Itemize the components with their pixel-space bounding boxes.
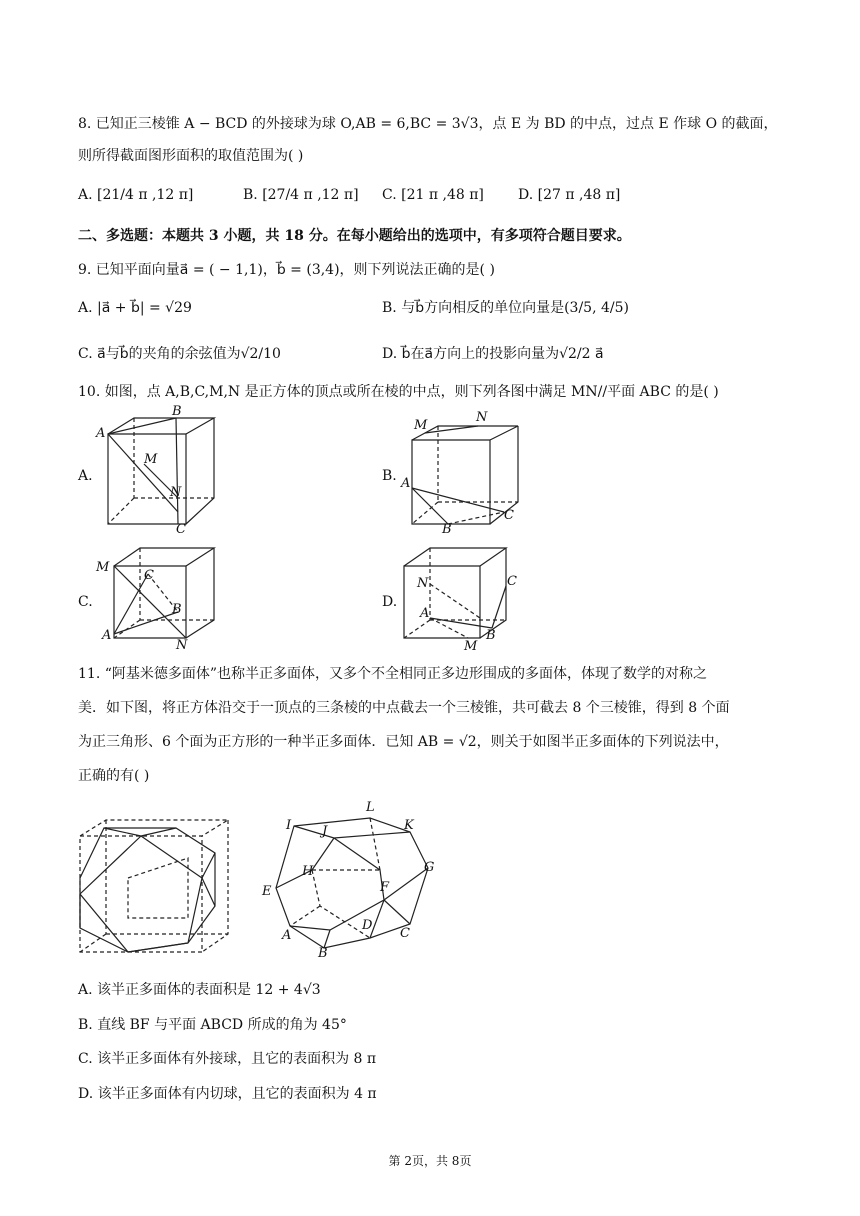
label-i: I bbox=[286, 818, 292, 833]
label-b: B bbox=[172, 602, 182, 617]
q10-figure-a bbox=[96, 404, 226, 540]
label-c: C bbox=[144, 568, 154, 583]
page-footer: 第 2页，共 8页 bbox=[388, 1154, 472, 1168]
label-b: B bbox=[442, 522, 452, 537]
q11-figure-cube-cut bbox=[78, 818, 232, 956]
label-a: A bbox=[102, 628, 112, 643]
label-k: K bbox=[404, 818, 414, 833]
section-2-heading: 二、多选题：本题共 3 小题，共 18 分。在每小题给出的选项中，有多项符合题目要求。 bbox=[78, 228, 631, 244]
label-d: D bbox=[362, 918, 373, 933]
q8-option-a: A. [21/4 π ,12 π] bbox=[78, 187, 194, 203]
label-f: F bbox=[380, 880, 390, 895]
label-b: B bbox=[318, 946, 328, 961]
q9-option-c: C. a⃗与b⃗的夹角的余弦值为√2/10 bbox=[78, 346, 281, 362]
q11-option-d: D. 该半正多面体有内切球，且它的表面积为 4 π bbox=[78, 1086, 377, 1102]
q11-line4: 正确的有( ) bbox=[78, 768, 150, 784]
label-n: N bbox=[176, 638, 188, 653]
q9-option-d: D. b⃗在a⃗方向上的投影向量为√2/2 a⃗ bbox=[382, 346, 604, 362]
label-a: A bbox=[401, 476, 411, 491]
q8-option-c: C. [21 π ,48 π] bbox=[382, 187, 484, 203]
q8-line2: 则所得截面图形面积的取值范围为( ) bbox=[78, 148, 304, 164]
label-n: N bbox=[476, 410, 488, 425]
label-m: M bbox=[144, 452, 158, 467]
q10-fig-label-d: D. bbox=[382, 594, 398, 610]
label-h: H bbox=[302, 864, 314, 879]
label-j: J bbox=[322, 824, 328, 839]
q9-option-a: A. |a⃗ + b⃗| = √29 bbox=[78, 300, 192, 316]
q10-fig-label-c: C. bbox=[78, 594, 93, 610]
q10-line1: 10. 如图，点 A,B,C,M,N 是正方体的顶点或所在棱的中点，则下列各图中满足 MN//平面 ABC 的是( ) bbox=[78, 384, 719, 400]
label-c: C bbox=[504, 508, 514, 523]
label-a: A bbox=[282, 928, 292, 943]
q9-option-b: B. 与b⃗方向相反的单位向量是(3/5, 4/5) bbox=[382, 300, 629, 316]
q11-option-a: A. 该半正多面体的表面积是 12 + 4√3 bbox=[78, 982, 321, 998]
q11-figure-polyhedron bbox=[260, 800, 450, 960]
label-c: C bbox=[507, 574, 517, 589]
label-g: G bbox=[424, 860, 435, 875]
q10-fig-label-a: A. bbox=[78, 468, 93, 484]
label-n: N bbox=[170, 485, 182, 500]
q11-line1: 11. “阿基米德多面体”也称半正多面体，又多个不全相同正多边形围成的多面体，体现了数学的对称之 bbox=[78, 666, 708, 682]
q11-line2: 美．如下图，将正方体沿交于一顶点的三条棱的中点截去一个三棱锥，共可截去 8 个三棱锥，得到 8 个面 bbox=[78, 700, 730, 716]
q10-figure-b bbox=[400, 412, 530, 540]
q8-option-d: D. [27 π ,48 π] bbox=[518, 187, 621, 203]
q10-fig-label-b: B. bbox=[382, 468, 397, 484]
label-b: B bbox=[486, 628, 496, 643]
q11-option-b: B. 直线 BF 与平面 ABCD 所成的角为 45° bbox=[78, 1017, 347, 1033]
q11-option-c: C. 该半正多面体有外接球，且它的表面积为 8 π bbox=[78, 1051, 377, 1067]
q10-figure-d bbox=[400, 540, 530, 654]
label-a: A bbox=[96, 426, 106, 441]
q8-option-b: B. [27/4 π ,12 π] bbox=[243, 187, 359, 203]
q11-line3: 为正三角形、6 个面为正方形的一种半正多面体．已知 AB = √2，则关于如图半正多面体的下列说法中， bbox=[78, 734, 729, 750]
label-c: C bbox=[400, 926, 410, 941]
label-m: M bbox=[96, 560, 110, 575]
label-a: A bbox=[420, 606, 430, 621]
label-c: C bbox=[176, 522, 186, 537]
q10-figure-c bbox=[96, 540, 226, 653]
label-e: E bbox=[262, 884, 272, 899]
label-m: M bbox=[464, 639, 478, 654]
label-m: M bbox=[414, 418, 428, 433]
label-l: L bbox=[366, 800, 375, 815]
label-b: B bbox=[172, 404, 182, 419]
label-n: N bbox=[417, 576, 429, 591]
q9-line1: 9. 已知平面向量a⃗ = ( − 1,1)，b⃗ = (3,4)，则下列说法正确的是( ) bbox=[78, 262, 495, 278]
q8-line1: 8. 已知正三棱锥 A − BCD 的外接球为球 O,AB = 6,BC = 3√3，点 E 为 BD 的中点，过点 E 作球 O 的截面， bbox=[78, 116, 778, 132]
